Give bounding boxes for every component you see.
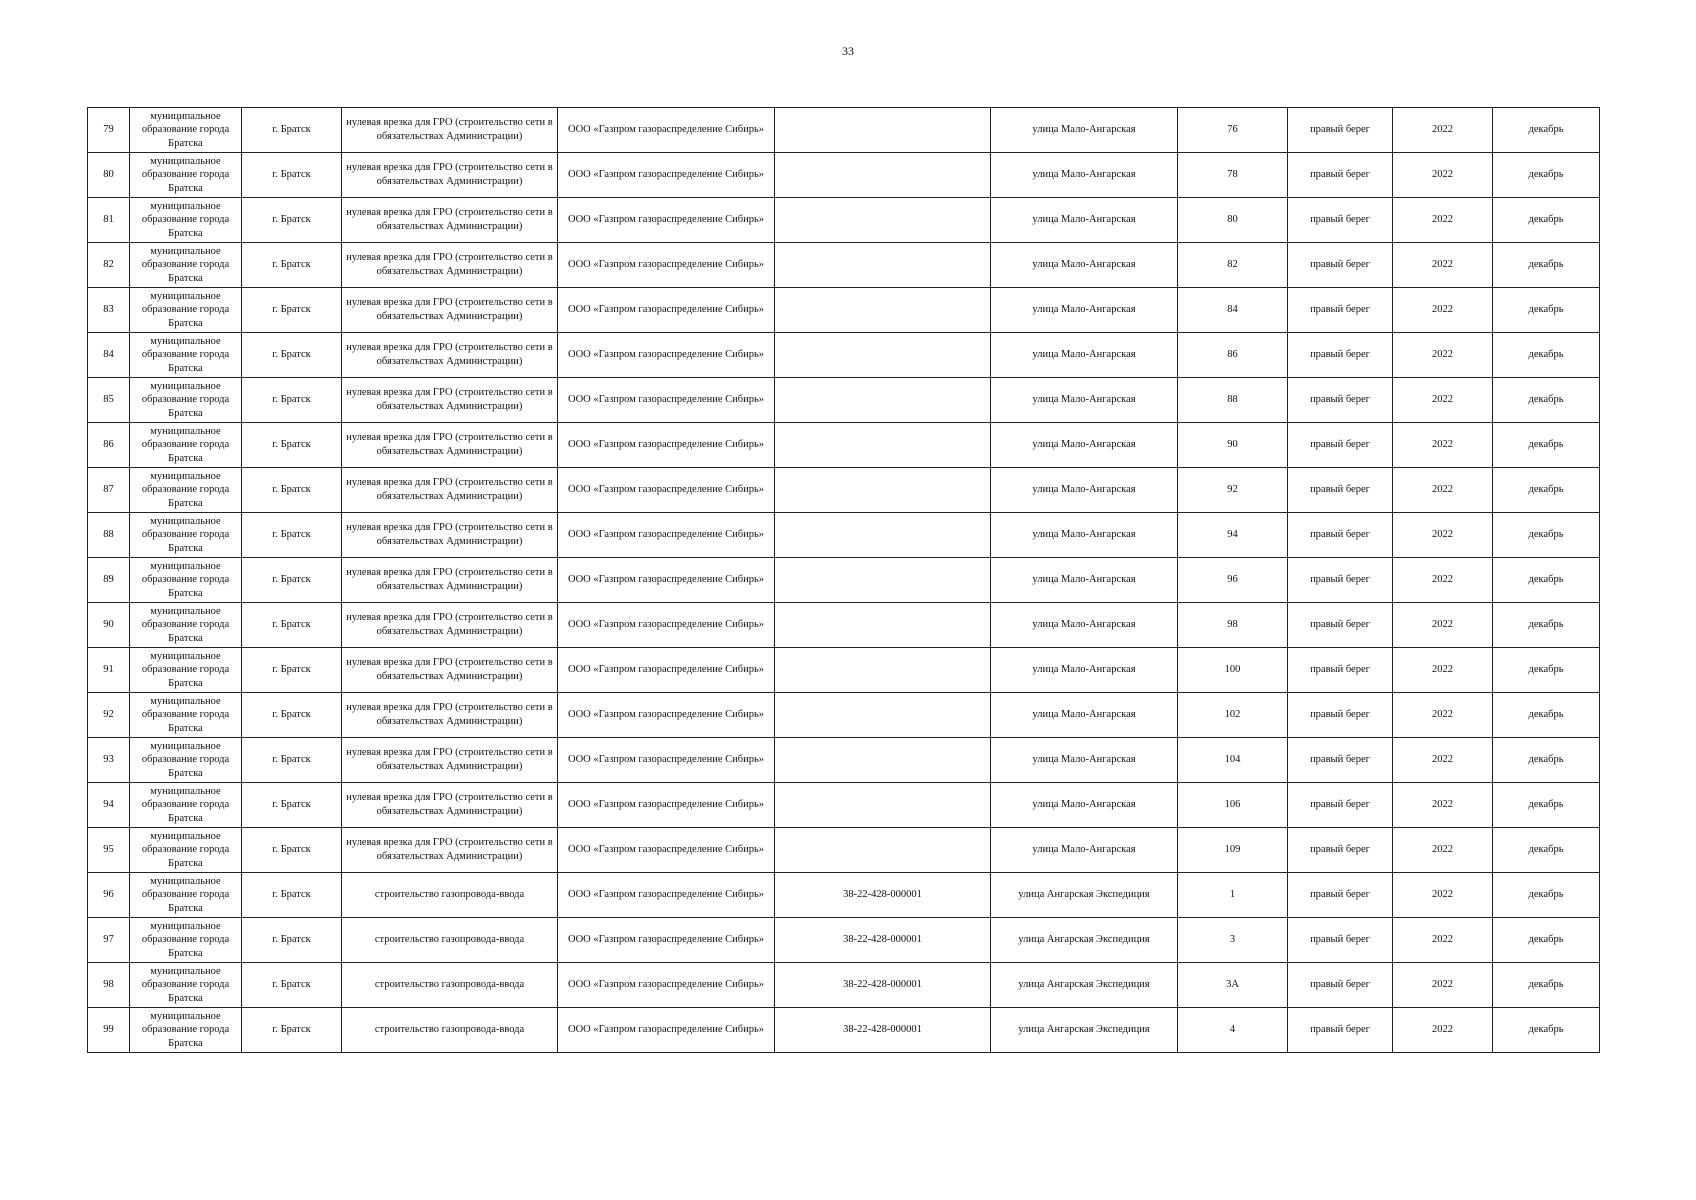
- street-cell: улица Мало-Ангарская: [991, 423, 1178, 468]
- municipality-cell: муниципальное образование города Братска: [130, 288, 242, 333]
- row-number: 88: [88, 513, 130, 558]
- street-cell: улица Мало-Ангарская: [991, 603, 1178, 648]
- month-cell: декабрь: [1493, 378, 1600, 423]
- object-code-cell: 38-22-428-000001: [775, 963, 991, 1008]
- table-row: [88, 693, 1600, 738]
- city-cell: г. Братск: [242, 198, 342, 243]
- organization-cell: ООО «Газпром газораспределение Сибирь»: [558, 918, 775, 963]
- row-number: 97: [88, 918, 130, 963]
- object-code-cell: [775, 513, 991, 558]
- city-cell: г. Братск: [242, 648, 342, 693]
- object-code-cell: [775, 468, 991, 513]
- work-type-cell: нулевая врезка для ГРО (строительство сети в обязательствах Администрации): [342, 783, 558, 828]
- street-cell: улица Мало-Ангарская: [991, 468, 1178, 513]
- row-number: 82: [88, 243, 130, 288]
- river-bank-cell: правый берег: [1288, 873, 1393, 918]
- object-code-cell: 38-22-428-000001: [775, 918, 991, 963]
- table-row: [88, 423, 1600, 468]
- organization-cell: ООО «Газпром газораспределение Сибирь»: [558, 783, 775, 828]
- month-cell: декабрь: [1493, 198, 1600, 243]
- row-number: 96: [88, 873, 130, 918]
- municipality-cell: муниципальное образование города Братска: [130, 423, 242, 468]
- row-number: 84: [88, 333, 130, 378]
- river-bank-cell: правый берег: [1288, 513, 1393, 558]
- city-cell: г. Братск: [242, 603, 342, 648]
- month-cell: декабрь: [1493, 423, 1600, 468]
- river-bank-cell: правый берег: [1288, 918, 1393, 963]
- street-cell: улица Мало-Ангарская: [991, 513, 1178, 558]
- river-bank-cell: правый берег: [1288, 198, 1393, 243]
- city-cell: г. Братск: [242, 153, 342, 198]
- table-row: [88, 378, 1600, 423]
- street-cell: улица Мало-Ангарская: [991, 108, 1178, 153]
- municipality-cell: муниципальное образование города Братска: [130, 558, 242, 603]
- table-row: [88, 468, 1600, 513]
- table-row: [88, 198, 1600, 243]
- house-number-cell: 3А: [1178, 963, 1288, 1008]
- object-code-cell: [775, 333, 991, 378]
- organization-cell: ООО «Газпром газораспределение Сибирь»: [558, 333, 775, 378]
- month-cell: декабрь: [1493, 783, 1600, 828]
- object-code-cell: [775, 423, 991, 468]
- street-cell: улица Мало-Ангарская: [991, 288, 1178, 333]
- house-number-cell: 88: [1178, 378, 1288, 423]
- table-row: [88, 1008, 1600, 1053]
- year-cell: 2022: [1393, 828, 1493, 873]
- city-cell: г. Братск: [242, 1008, 342, 1053]
- municipality-cell: муниципальное образование города Братска: [130, 783, 242, 828]
- organization-cell: ООО «Газпром газораспределение Сибирь»: [558, 648, 775, 693]
- month-cell: декабрь: [1493, 693, 1600, 738]
- month-cell: декабрь: [1493, 153, 1600, 198]
- row-number: 81: [88, 198, 130, 243]
- river-bank-cell: правый берег: [1288, 963, 1393, 1008]
- object-code-cell: [775, 108, 991, 153]
- municipality-cell: муниципальное образование города Братска: [130, 648, 242, 693]
- river-bank-cell: правый берег: [1288, 603, 1393, 648]
- organization-cell: ООО «Газпром газораспределение Сибирь»: [558, 873, 775, 918]
- river-bank-cell: правый берег: [1288, 108, 1393, 153]
- house-number-cell: 98: [1178, 603, 1288, 648]
- street-cell: улица Ангарская Экспедиция: [991, 1008, 1178, 1053]
- month-cell: декабрь: [1493, 468, 1600, 513]
- table-body: [88, 108, 1600, 1053]
- river-bank-cell: правый берег: [1288, 378, 1393, 423]
- row-number: 95: [88, 828, 130, 873]
- year-cell: 2022: [1393, 288, 1493, 333]
- municipality-cell: муниципальное образование города Братска: [130, 243, 242, 288]
- municipality-cell: муниципальное образование города Братска: [130, 198, 242, 243]
- object-code-cell: [775, 693, 991, 738]
- month-cell: декабрь: [1493, 873, 1600, 918]
- organization-cell: ООО «Газпром газораспределение Сибирь»: [558, 153, 775, 198]
- street-cell: улица Мало-Ангарская: [991, 378, 1178, 423]
- year-cell: 2022: [1393, 873, 1493, 918]
- organization-cell: ООО «Газпром газораспределение Сибирь»: [558, 603, 775, 648]
- city-cell: г. Братск: [242, 468, 342, 513]
- object-code-cell: [775, 288, 991, 333]
- month-cell: декабрь: [1493, 108, 1600, 153]
- house-number-cell: 102: [1178, 693, 1288, 738]
- house-number-cell: 109: [1178, 828, 1288, 873]
- table-row: [88, 738, 1600, 783]
- work-type-cell: нулевая врезка для ГРО (строительство сети в обязательствах Администрации): [342, 693, 558, 738]
- work-type-cell: строительство газопровода-ввода: [342, 918, 558, 963]
- city-cell: г. Братск: [242, 918, 342, 963]
- year-cell: 2022: [1393, 738, 1493, 783]
- row-number: 98: [88, 963, 130, 1008]
- street-cell: улица Мало-Ангарская: [991, 153, 1178, 198]
- row-number: 85: [88, 378, 130, 423]
- municipality-cell: муниципальное образование города Братска: [130, 378, 242, 423]
- street-cell: улица Мало-Ангарская: [991, 738, 1178, 783]
- organization-cell: ООО «Газпром газораспределение Сибирь»: [558, 108, 775, 153]
- street-cell: улица Мало-Ангарская: [991, 333, 1178, 378]
- table-row: [88, 873, 1600, 918]
- object-code-cell: [775, 558, 991, 603]
- house-number-cell: 84: [1178, 288, 1288, 333]
- city-cell: г. Братск: [242, 288, 342, 333]
- house-number-cell: 90: [1178, 423, 1288, 468]
- month-cell: декабрь: [1493, 828, 1600, 873]
- year-cell: 2022: [1393, 648, 1493, 693]
- house-number-cell: 86: [1178, 333, 1288, 378]
- house-number-cell: 1: [1178, 873, 1288, 918]
- municipality-cell: муниципальное образование города Братска: [130, 108, 242, 153]
- house-number-cell: 4: [1178, 1008, 1288, 1053]
- municipality-cell: муниципальное образование города Братска: [130, 603, 242, 648]
- city-cell: г. Братск: [242, 333, 342, 378]
- municipality-cell: муниципальное образование города Братска: [130, 828, 242, 873]
- table-row: [88, 153, 1600, 198]
- work-type-cell: нулевая врезка для ГРО (строительство сети в обязательствах Администрации): [342, 153, 558, 198]
- work-type-cell: нулевая врезка для ГРО (строительство сети в обязательствах Администрации): [342, 648, 558, 693]
- organization-cell: ООО «Газпром газораспределение Сибирь»: [558, 738, 775, 783]
- object-code-cell: [775, 378, 991, 423]
- work-type-cell: нулевая врезка для ГРО (строительство сети в обязательствах Администрации): [342, 288, 558, 333]
- work-type-cell: нулевая врезка для ГРО (строительство сети в обязательствах Администрации): [342, 828, 558, 873]
- row-number: 83: [88, 288, 130, 333]
- organization-cell: ООО «Газпром газораспределение Сибирь»: [558, 693, 775, 738]
- row-number: 99: [88, 1008, 130, 1053]
- street-cell: улица Ангарская Экспедиция: [991, 873, 1178, 918]
- row-number: 80: [88, 153, 130, 198]
- city-cell: г. Братск: [242, 423, 342, 468]
- month-cell: декабрь: [1493, 243, 1600, 288]
- municipality-cell: муниципальное образование города Братска: [130, 918, 242, 963]
- municipality-cell: муниципальное образование города Братска: [130, 1008, 242, 1053]
- month-cell: декабрь: [1493, 1008, 1600, 1053]
- year-cell: 2022: [1393, 513, 1493, 558]
- work-type-cell: строительство газопровода-ввода: [342, 963, 558, 1008]
- organization-cell: ООО «Газпром газораспределение Сибирь»: [558, 198, 775, 243]
- municipality-cell: муниципальное образование города Братска: [130, 153, 242, 198]
- organization-cell: ООО «Газпром газораспределение Сибирь»: [558, 243, 775, 288]
- table-row: [88, 828, 1600, 873]
- month-cell: декабрь: [1493, 333, 1600, 378]
- year-cell: 2022: [1393, 693, 1493, 738]
- house-number-cell: 76: [1178, 108, 1288, 153]
- municipality-cell: муниципальное образование города Братска: [130, 513, 242, 558]
- organization-cell: ООО «Газпром газораспределение Сибирь»: [558, 468, 775, 513]
- month-cell: декабрь: [1493, 648, 1600, 693]
- table-row: [88, 648, 1600, 693]
- work-type-cell: нулевая врезка для ГРО (строительство сети в обязательствах Администрации): [342, 513, 558, 558]
- year-cell: 2022: [1393, 963, 1493, 1008]
- year-cell: 2022: [1393, 378, 1493, 423]
- month-cell: декабрь: [1493, 288, 1600, 333]
- organization-cell: ООО «Газпром газораспределение Сибирь»: [558, 1008, 775, 1053]
- object-code-cell: 38-22-428-000001: [775, 1008, 991, 1053]
- month-cell: декабрь: [1493, 738, 1600, 783]
- table-row: [88, 513, 1600, 558]
- river-bank-cell: правый берег: [1288, 693, 1393, 738]
- object-code-cell: [775, 603, 991, 648]
- river-bank-cell: правый берег: [1288, 828, 1393, 873]
- city-cell: г. Братск: [242, 513, 342, 558]
- row-number: 86: [88, 423, 130, 468]
- row-number: 90: [88, 603, 130, 648]
- work-type-cell: строительство газопровода-ввода: [342, 1008, 558, 1053]
- table-row: [88, 963, 1600, 1008]
- table-row: [88, 783, 1600, 828]
- river-bank-cell: правый берег: [1288, 1008, 1393, 1053]
- street-cell: улица Ангарская Экспедиция: [991, 963, 1178, 1008]
- city-cell: г. Братск: [242, 108, 342, 153]
- organization-cell: ООО «Газпром газораспределение Сибирь»: [558, 963, 775, 1008]
- work-type-cell: нулевая врезка для ГРО (строительство сети в обязательствах Администрации): [342, 243, 558, 288]
- city-cell: г. Братск: [242, 783, 342, 828]
- organization-cell: ООО «Газпром газораспределение Сибирь»: [558, 513, 775, 558]
- river-bank-cell: правый берег: [1288, 288, 1393, 333]
- table-row: [88, 108, 1600, 153]
- street-cell: улица Ангарская Экспедиция: [991, 918, 1178, 963]
- table-row: [88, 918, 1600, 963]
- city-cell: г. Братск: [242, 243, 342, 288]
- river-bank-cell: правый берег: [1288, 333, 1393, 378]
- city-cell: г. Братск: [242, 693, 342, 738]
- municipality-cell: муниципальное образование города Братска: [130, 693, 242, 738]
- year-cell: 2022: [1393, 558, 1493, 603]
- object-code-cell: [775, 783, 991, 828]
- object-code-cell: [775, 738, 991, 783]
- row-number: 87: [88, 468, 130, 513]
- month-cell: декабрь: [1493, 963, 1600, 1008]
- year-cell: 2022: [1393, 153, 1493, 198]
- organization-cell: ООО «Газпром газораспределение Сибирь»: [558, 378, 775, 423]
- house-number-cell: 100: [1178, 648, 1288, 693]
- house-number-cell: 92: [1178, 468, 1288, 513]
- work-type-cell: нулевая врезка для ГРО (строительство сети в обязательствах Администрации): [342, 603, 558, 648]
- object-code-cell: [775, 828, 991, 873]
- river-bank-cell: правый берег: [1288, 423, 1393, 468]
- street-cell: улица Мало-Ангарская: [991, 198, 1178, 243]
- work-type-cell: нулевая врезка для ГРО (строительство сети в обязательствах Администрации): [342, 333, 558, 378]
- work-type-cell: нулевая врезка для ГРО (строительство сети в обязательствах Администрации): [342, 378, 558, 423]
- house-number-cell: 106: [1178, 783, 1288, 828]
- city-cell: г. Братск: [242, 963, 342, 1008]
- street-cell: улица Мало-Ангарская: [991, 693, 1178, 738]
- year-cell: 2022: [1393, 333, 1493, 378]
- city-cell: г. Братск: [242, 378, 342, 423]
- object-code-cell: [775, 648, 991, 693]
- river-bank-cell: правый берег: [1288, 558, 1393, 603]
- year-cell: 2022: [1393, 1008, 1493, 1053]
- municipality-cell: муниципальное образование города Братска: [130, 468, 242, 513]
- object-code-cell: 38-22-428-000001: [775, 873, 991, 918]
- city-cell: г. Братск: [242, 873, 342, 918]
- row-number: 89: [88, 558, 130, 603]
- object-code-cell: [775, 198, 991, 243]
- house-number-cell: 78: [1178, 153, 1288, 198]
- object-code-cell: [775, 243, 991, 288]
- house-number-cell: 80: [1178, 198, 1288, 243]
- work-type-cell: нулевая врезка для ГРО (строительство сети в обязательствах Администрации): [342, 738, 558, 783]
- year-cell: 2022: [1393, 108, 1493, 153]
- city-cell: г. Братск: [242, 738, 342, 783]
- street-cell: улица Мало-Ангарская: [991, 828, 1178, 873]
- work-type-cell: нулевая врезка для ГРО (строительство сети в обязательствах Администрации): [342, 108, 558, 153]
- table-row: [88, 243, 1600, 288]
- table-row: [88, 333, 1600, 378]
- house-number-cell: 104: [1178, 738, 1288, 783]
- organization-cell: ООО «Газпром газораспределение Сибирь»: [558, 423, 775, 468]
- organization-cell: ООО «Газпром газораспределение Сибирь»: [558, 288, 775, 333]
- river-bank-cell: правый берег: [1288, 783, 1393, 828]
- year-cell: 2022: [1393, 423, 1493, 468]
- year-cell: 2022: [1393, 603, 1493, 648]
- municipality-cell: муниципальное образование города Братска: [130, 333, 242, 378]
- row-number: 93: [88, 738, 130, 783]
- street-cell: улица Мало-Ангарская: [991, 648, 1178, 693]
- row-number: 94: [88, 783, 130, 828]
- work-type-cell: нулевая врезка для ГРО (строительство сети в обязательствах Администрации): [342, 558, 558, 603]
- table-row: [88, 288, 1600, 333]
- river-bank-cell: правый берег: [1288, 468, 1393, 513]
- municipality-cell: муниципальное образование города Братска: [130, 738, 242, 783]
- year-cell: 2022: [1393, 783, 1493, 828]
- month-cell: декабрь: [1493, 558, 1600, 603]
- work-type-cell: нулевая врезка для ГРО (строительство сети в обязательствах Администрации): [342, 423, 558, 468]
- work-type-cell: строительство газопровода-ввода: [342, 873, 558, 918]
- house-number-cell: 94: [1178, 513, 1288, 558]
- city-cell: г. Братск: [242, 558, 342, 603]
- registry-table: [87, 107, 1600, 1053]
- month-cell: декабрь: [1493, 513, 1600, 558]
- year-cell: 2022: [1393, 918, 1493, 963]
- row-number: 91: [88, 648, 130, 693]
- municipality-cell: муниципальное образование города Братска: [130, 873, 242, 918]
- house-number-cell: 82: [1178, 243, 1288, 288]
- organization-cell: ООО «Газпром газораспределение Сибирь»: [558, 828, 775, 873]
- municipality-cell: муниципальное образование города Братска: [130, 963, 242, 1008]
- street-cell: улица Мало-Ангарская: [991, 243, 1178, 288]
- row-number: 79: [88, 108, 130, 153]
- river-bank-cell: правый берег: [1288, 153, 1393, 198]
- month-cell: декабрь: [1493, 603, 1600, 648]
- row-number: 92: [88, 693, 130, 738]
- organization-cell: ООО «Газпром газораспределение Сибирь»: [558, 558, 775, 603]
- street-cell: улица Мало-Ангарская: [991, 558, 1178, 603]
- year-cell: 2022: [1393, 243, 1493, 288]
- object-code-cell: [775, 153, 991, 198]
- year-cell: 2022: [1393, 198, 1493, 243]
- river-bank-cell: правый берег: [1288, 648, 1393, 693]
- city-cell: г. Братск: [242, 828, 342, 873]
- month-cell: декабрь: [1493, 918, 1600, 963]
- work-type-cell: нулевая врезка для ГРО (строительство сети в обязательствах Администрации): [342, 198, 558, 243]
- house-number-cell: 96: [1178, 558, 1288, 603]
- year-cell: 2022: [1393, 468, 1493, 513]
- river-bank-cell: правый берег: [1288, 243, 1393, 288]
- river-bank-cell: правый берег: [1288, 738, 1393, 783]
- page-number: 33: [842, 44, 854, 58]
- table-row: [88, 603, 1600, 648]
- house-number-cell: 3: [1178, 918, 1288, 963]
- table-row: [88, 558, 1600, 603]
- work-type-cell: нулевая врезка для ГРО (строительство сети в обязательствах Администрации): [342, 468, 558, 513]
- street-cell: улица Мало-Ангарская: [991, 783, 1178, 828]
